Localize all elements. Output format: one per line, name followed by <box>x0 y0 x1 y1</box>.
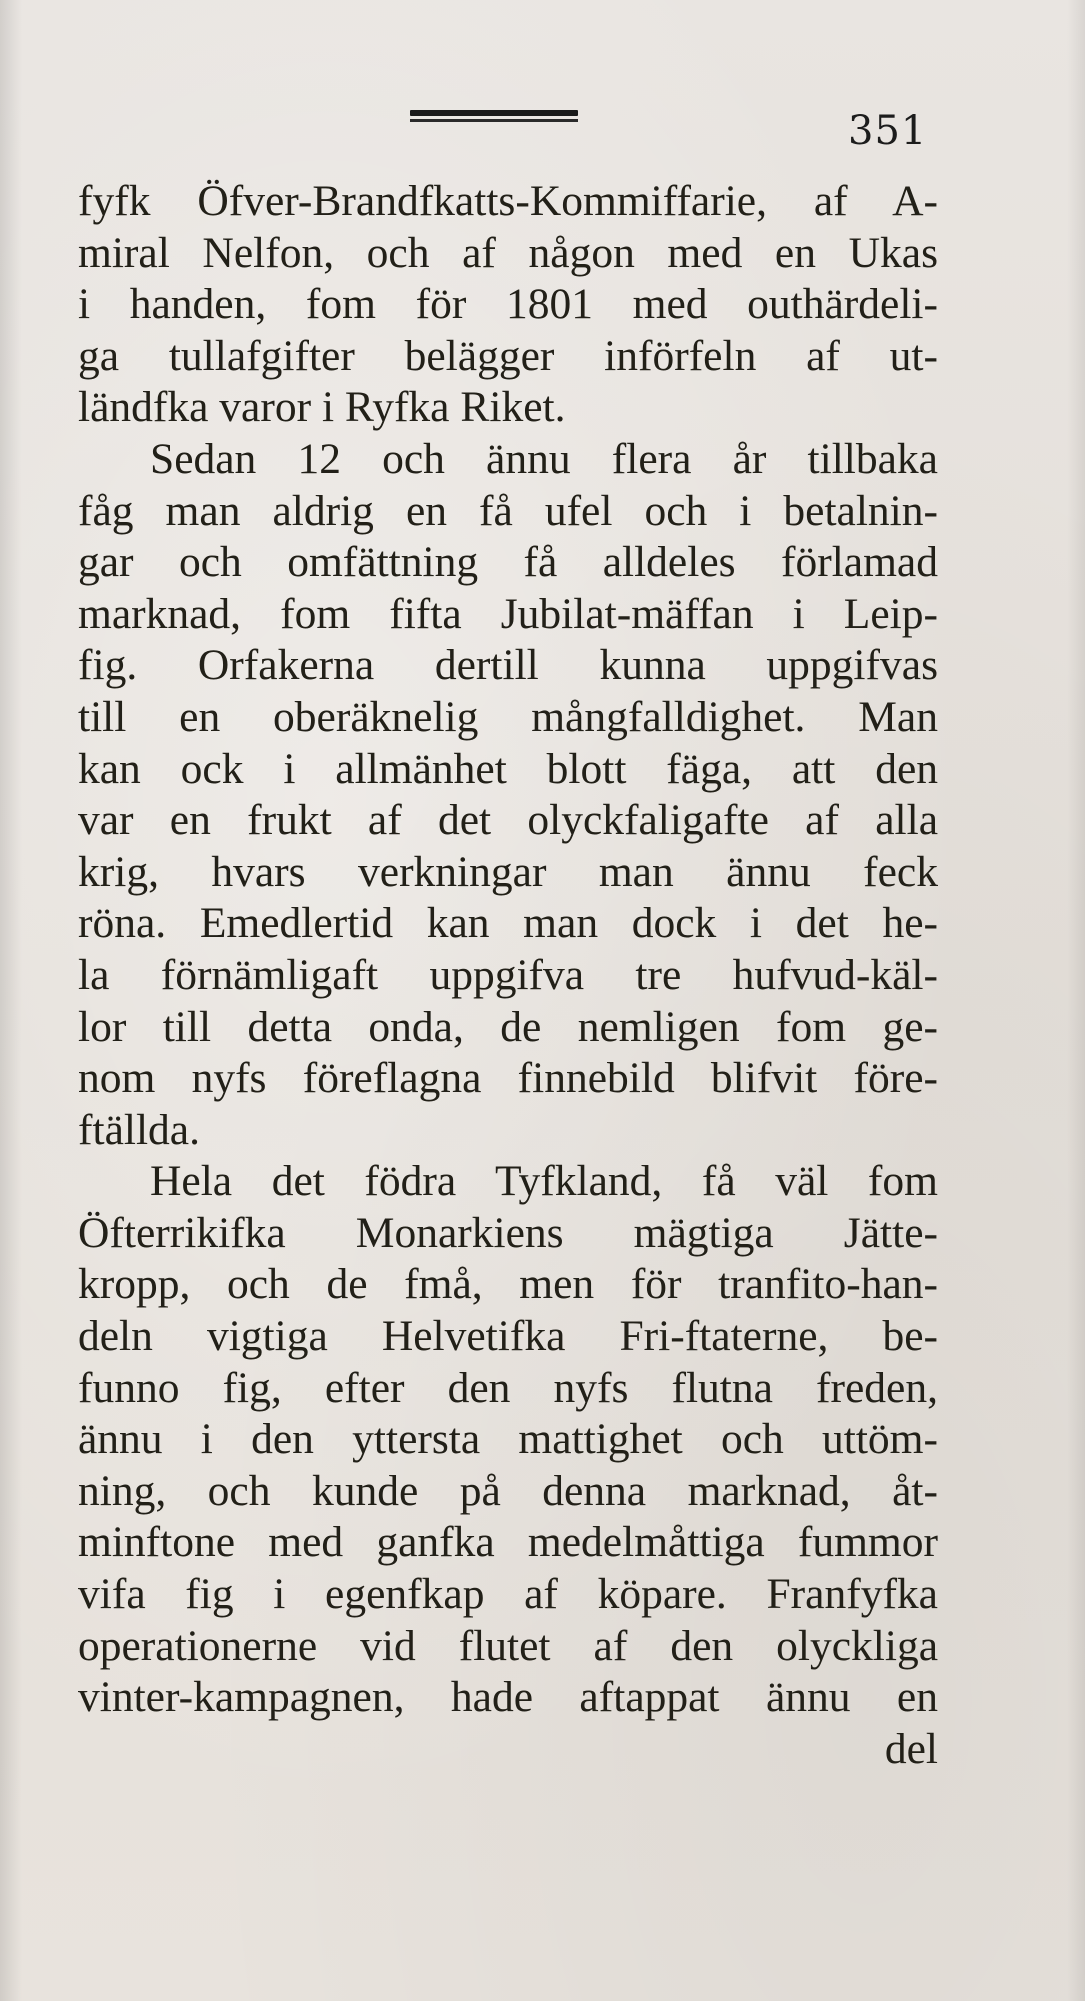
text-line: kropp, och de fmå, men för tranfito-han- <box>78 1260 938 1309</box>
text-line: lor till detta onda, de nemligen fom ge- <box>78 1002 938 1051</box>
text-line: marknad, fom fifta Jubilat-mäffan i Leip- <box>78 589 938 638</box>
body-text <box>78 176 938 1775</box>
text-line: var en frukt af det olyckfaligafte af alla <box>78 796 938 845</box>
text-line: ning, och kunde på denna marknad, åt- <box>78 1466 938 1515</box>
text-line: till en oberäknelig mångfalldighet. Man <box>78 692 938 741</box>
text-line: nom nyfs föreflagna finnebild blifvit före- <box>78 1054 938 1103</box>
text-line: röna. Emedlertid kan man dock i det he- <box>78 899 938 948</box>
text-line: vinter-kampagnen, hade aftappat ännu en <box>78 1673 938 1722</box>
text-line: kan ock i allmänhet blott fäga, att den <box>78 744 938 793</box>
text-line: ga tullafgifter belägger införfeln af ut- <box>78 331 938 380</box>
text-line: minftone med ganfka medelmåttiga fummor <box>78 1518 938 1567</box>
catchword: del <box>884 1724 938 1773</box>
text-line: krig, hvars verkningar man ännu feck <box>78 847 938 896</box>
text-line: i handen, fom för 1801 med outhärdeli- <box>78 280 938 329</box>
page-number: 351 <box>848 108 928 154</box>
text-line: la förnämligaft uppgifva tre hufvud-käl- <box>78 950 938 999</box>
text-line: Hela det födra Tyfkland, få väl fom <box>150 1157 938 1206</box>
page-edge-shadow-left <box>0 0 22 2001</box>
text-line: operationerne vid flutet af den olyckliga <box>78 1621 938 1670</box>
text-line: fåg man aldrig en få ufel och i betalnin- <box>78 486 938 535</box>
text-line: ftällda. <box>78 1105 200 1154</box>
text-line: vifa fig i egenfkap af köpare. Franfyfka <box>78 1570 938 1619</box>
page-edge-shadow-right <box>1067 0 1085 2001</box>
text-line: ländfka varor i Ryfka Riket. <box>78 383 566 432</box>
text-line: Sedan 12 och ännu flera år tillbaka <box>150 434 938 483</box>
header-rule-thick <box>410 110 578 116</box>
text-line: gar och omfättning få alldeles förlamad <box>78 538 938 587</box>
text-line: deln vigtiga Helvetifka Fri-ftaterne, be- <box>78 1312 938 1361</box>
text-line: funno fig, efter den nyfs flutna freden, <box>78 1363 938 1412</box>
text-line: fig. Orfakerna dertill kunna uppgifvas <box>78 641 938 690</box>
text-line: fyfk Öfver-Brandfkatts-Kommiffarie, af A- <box>78 177 938 225</box>
header-rule <box>410 110 578 124</box>
text-line: miral Nelfon, och af någon med en Ukas <box>78 228 938 277</box>
text-line: ännu i den yttersta mattighet och uttöm- <box>78 1415 938 1464</box>
header-rule-thin <box>410 119 578 122</box>
text-line: Öfterrikifka Monarkiens mägtiga Jätte- <box>78 1208 938 1257</box>
